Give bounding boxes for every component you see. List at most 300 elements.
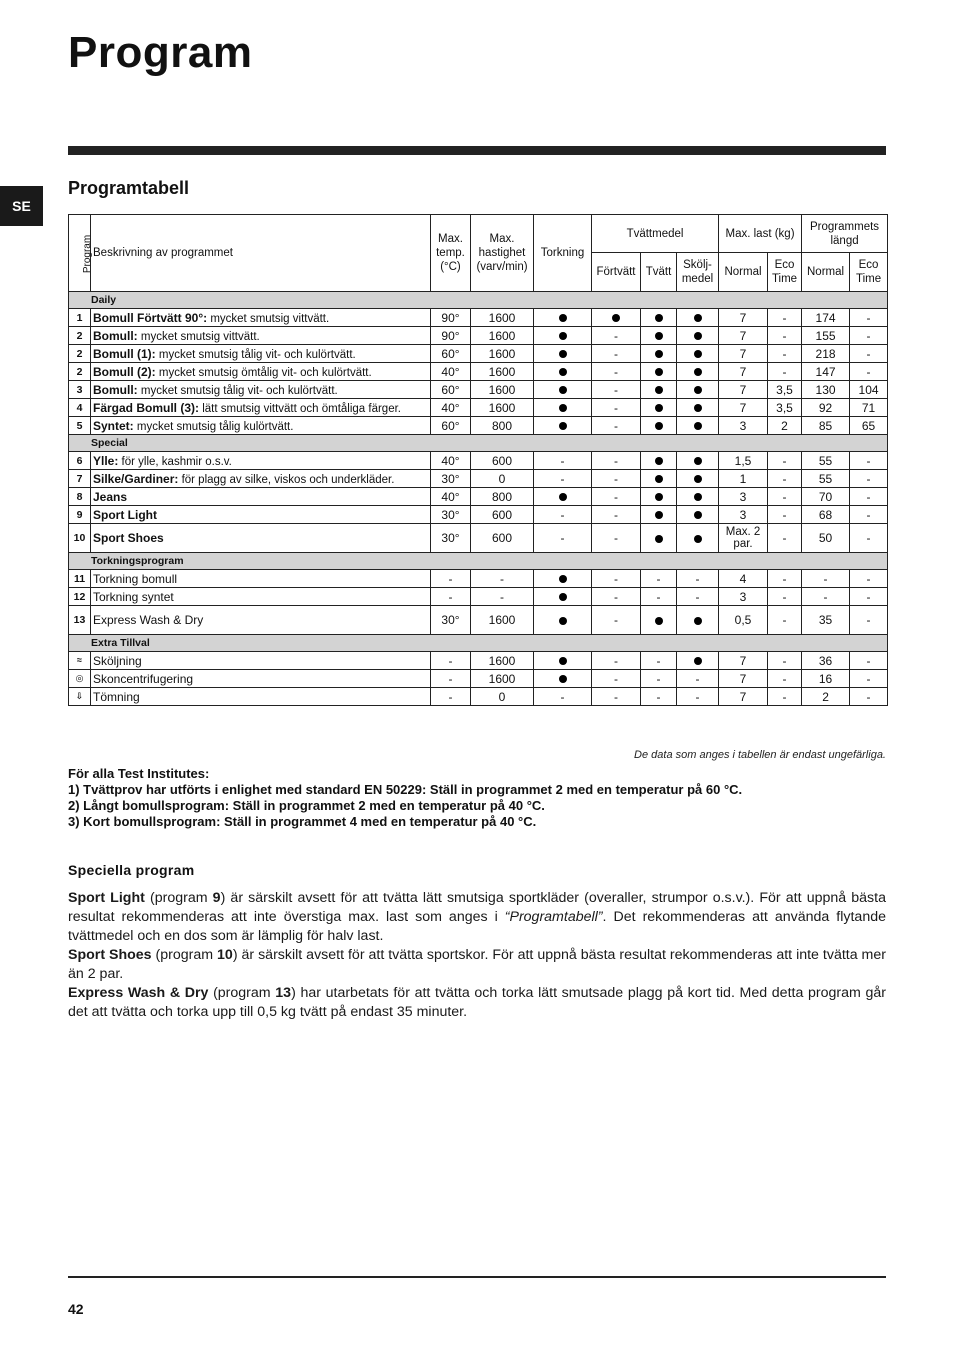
- drying-cell: [534, 488, 592, 506]
- duration-normal-cell: 218: [802, 345, 850, 363]
- table-row: [69, 327, 888, 345]
- rinse-icon-glyph: ≈: [77, 655, 82, 665]
- max-temp-cell: 60°: [431, 345, 471, 363]
- load-normal-cell: 3: [719, 506, 768, 524]
- bullet-dot: [559, 675, 567, 683]
- drying-cell: -: [534, 470, 592, 488]
- wash-cell: [641, 488, 677, 506]
- prewash-cell: -: [592, 688, 641, 706]
- bullet-dot: [694, 511, 702, 519]
- max-speed-cell: 1600: [471, 381, 534, 399]
- prewash-cell: -: [592, 381, 641, 399]
- program-description: [91, 381, 431, 399]
- table-row: [69, 588, 888, 606]
- load-eco-cell: -: [768, 452, 802, 470]
- table-row: [69, 363, 888, 381]
- program-name: Bomull (2):: [93, 364, 156, 379]
- program-description: [91, 688, 431, 706]
- max-speed-cell: 1600: [471, 652, 534, 670]
- bullet-dot: [694, 475, 702, 483]
- header-duration-normal: Normal: [802, 253, 850, 292]
- load-normal-cell: 7: [719, 309, 768, 327]
- program-detail: Tömning: [93, 689, 140, 704]
- duration-normal-cell: 50: [802, 524, 850, 553]
- load-eco-cell: -: [768, 363, 802, 381]
- duration-normal-cell: 55: [802, 452, 850, 470]
- program-detail: mycket smutsig tålig vit- och kulörtvätt.: [155, 348, 356, 361]
- wash-cell: [641, 452, 677, 470]
- approx-note: De data som anges i tabellen är endast ungefärliga.: [634, 749, 886, 761]
- load-normal-cell: 0,5: [719, 606, 768, 635]
- max-temp-cell: -: [431, 570, 471, 588]
- sport-light-paragraph: Sport Light (program 9) är särskilt avsett för att tvätta lätt smutsiga sportkläder (overaller, strumpor o.s.v.). För att uppnå bästa resultat rekommenderas att inte överstiga max. last som anges i “Programtabell”. Det rekommenderas att använda flytande tvättmedel och en dos som är lämplig för halv last.: [68, 890, 886, 944]
- drying-cell: [534, 588, 592, 606]
- rinse-cell: [677, 506, 719, 524]
- rinse-cell: [677, 381, 719, 399]
- bullet-dot: [694, 457, 702, 465]
- duration-eco-cell: -: [850, 606, 888, 635]
- max-temp-cell: -: [431, 652, 471, 670]
- max-temp-cell: 90°: [431, 327, 471, 345]
- load-eco-cell: -: [768, 588, 802, 606]
- wash-cell: [641, 399, 677, 417]
- program-detail: mycket smutsig vittvätt.: [137, 330, 260, 343]
- duration-eco-cell: -: [850, 470, 888, 488]
- duration-eco-cell: -: [850, 670, 888, 688]
- rinse-cell: [677, 417, 719, 435]
- bullet-dot: [559, 350, 567, 358]
- group-row: [69, 435, 888, 452]
- load-normal-cell: 3: [719, 488, 768, 506]
- program-number: 2: [69, 363, 91, 381]
- load-normal-cell: 7: [719, 652, 768, 670]
- program-description: [91, 399, 431, 417]
- bullet-dot: [559, 332, 567, 340]
- program-number: 8: [69, 488, 91, 506]
- drying-cell: [534, 652, 592, 670]
- max-speed-cell: 1600: [471, 309, 534, 327]
- program-table: [68, 214, 888, 706]
- spin-icon: [69, 670, 91, 688]
- load-normal-cell: 1: [719, 470, 768, 488]
- drying-cell: [534, 381, 592, 399]
- header-duration: Programmets längd: [802, 215, 888, 253]
- max-speed-cell: 1600: [471, 606, 534, 635]
- prewash-cell: -: [592, 670, 641, 688]
- header-load-eco: Eco Time: [768, 253, 802, 292]
- program-number: 12: [69, 588, 91, 606]
- bullet-dot: [655, 314, 663, 322]
- prewash-cell: -: [592, 417, 641, 435]
- program-detail: Torkning syntet: [93, 589, 174, 604]
- prewash-cell: -: [592, 606, 641, 635]
- duration-eco-cell: -: [850, 309, 888, 327]
- prewash-cell: -: [592, 470, 641, 488]
- wash-cell: [641, 327, 677, 345]
- program-detail: mycket smutsig ömtålig vit- och kulörtvätt.: [155, 366, 372, 379]
- bullet-dot: [559, 493, 567, 501]
- bullet-dot: [655, 617, 663, 625]
- duration-eco-cell: -: [850, 688, 888, 706]
- duration-eco-cell: -: [850, 588, 888, 606]
- load-normal-cell: 7: [719, 327, 768, 345]
- table-row: [69, 506, 888, 524]
- rinse-icon: [69, 652, 91, 670]
- bullet-dot: [559, 368, 567, 376]
- program-detail: mycket smutsig tålig vit- och kulörtvätt.: [137, 384, 338, 397]
- max-speed-cell: 1600: [471, 363, 534, 381]
- wash-cell: -: [641, 688, 677, 706]
- table-row: [69, 670, 888, 688]
- bottom-divider: [68, 1276, 886, 1278]
- table-row: [69, 309, 888, 327]
- bullet-dot: [694, 657, 702, 665]
- drying-cell: -: [534, 452, 592, 470]
- program-number: 11: [69, 570, 91, 588]
- program-description: [91, 652, 431, 670]
- program-name: Bomull:: [93, 328, 138, 343]
- load-eco-cell: 3,5: [768, 399, 802, 417]
- duration-eco-cell: -: [850, 652, 888, 670]
- program-number: 5: [69, 417, 91, 435]
- table-row: [69, 606, 888, 635]
- max-speed-cell: 1600: [471, 345, 534, 363]
- bullet-dot: [655, 475, 663, 483]
- header-max-speed: Max. hastighet (varv/min): [471, 215, 534, 292]
- program-description: [91, 524, 431, 553]
- prewash-cell: -: [592, 399, 641, 417]
- table-row: [69, 417, 888, 435]
- load-eco-cell: 3,5: [768, 381, 802, 399]
- drying-cell: -: [534, 524, 592, 553]
- rinse-cell: [677, 652, 719, 670]
- test-note-1: 1) Tvättprov har utförts i enlighet med standard EN 50229: Ställ in programmet 2 med en temperatur på 60 °C.: [68, 782, 743, 797]
- group-row: [69, 553, 888, 570]
- table-row: [69, 345, 888, 363]
- rinse-cell: [677, 363, 719, 381]
- load-eco-cell: -: [768, 524, 802, 553]
- load-eco-cell: -: [768, 470, 802, 488]
- load-normal-cell: 7: [719, 688, 768, 706]
- bullet-dot: [694, 314, 702, 322]
- program-description: [91, 488, 431, 506]
- bullet-dot: [694, 332, 702, 340]
- bullet-dot: [655, 535, 663, 543]
- program-description: [91, 452, 431, 470]
- max-temp-cell: 30°: [431, 606, 471, 635]
- duration-eco-cell: -: [850, 363, 888, 381]
- program-description: [91, 670, 431, 688]
- load-eco-cell: -: [768, 309, 802, 327]
- program-detail: för ylle, kashmir o.s.v.: [118, 455, 232, 468]
- bullet-dot: [559, 386, 567, 394]
- bullet-dot: [694, 422, 702, 430]
- load-normal-cell: Max. 2 par.: [719, 524, 768, 553]
- header-detergent: Tvättmedel: [592, 215, 719, 253]
- drying-cell: [534, 309, 592, 327]
- language-tab: SE: [0, 186, 43, 226]
- max-speed-cell: 0: [471, 688, 534, 706]
- wash-cell: [641, 417, 677, 435]
- program-table-body: [69, 292, 888, 706]
- header-duration-eco: Eco Time: [850, 253, 888, 292]
- rinse-cell: [677, 327, 719, 345]
- load-eco-cell: -: [768, 570, 802, 588]
- bullet-dot: [655, 350, 663, 358]
- rinse-cell: -: [677, 588, 719, 606]
- max-temp-cell: 40°: [431, 399, 471, 417]
- program-name: Jeans: [93, 489, 128, 504]
- bullet-dot: [655, 404, 663, 412]
- prewash-cell: -: [592, 345, 641, 363]
- duration-normal-cell: -: [802, 588, 850, 606]
- load-eco-cell: -: [768, 688, 802, 706]
- max-speed-cell: 1600: [471, 670, 534, 688]
- program-description: [91, 606, 431, 635]
- program-description: [91, 570, 431, 588]
- duration-eco-cell: -: [850, 488, 888, 506]
- program-name: Bomull:: [93, 382, 138, 397]
- program-name: Sport Light: [93, 507, 157, 522]
- program-detail: Torkning bomull: [93, 571, 178, 586]
- max-temp-cell: 40°: [431, 452, 471, 470]
- drying-cell: -: [534, 506, 592, 524]
- program-name: Färgad Bomull (3):: [93, 400, 200, 415]
- program-name: Silke/Gardiner:: [93, 471, 179, 486]
- drain-icon: [69, 688, 91, 706]
- duration-normal-cell: 35: [802, 606, 850, 635]
- bullet-dot: [655, 368, 663, 376]
- program-number: 10: [69, 524, 91, 553]
- prewash-cell: -: [592, 588, 641, 606]
- group-label: Torkningsprogram: [69, 553, 888, 570]
- bullet-dot: [694, 404, 702, 412]
- bullet-dot: [559, 404, 567, 412]
- wash-cell: [641, 381, 677, 399]
- group-row: [69, 292, 888, 309]
- header-load-normal: Normal: [719, 253, 768, 292]
- load-eco-cell: -: [768, 506, 802, 524]
- group-label: Daily: [69, 292, 888, 309]
- header-description: Beskrivning av programmet: [91, 215, 431, 292]
- program-number: 2: [69, 327, 91, 345]
- max-temp-cell: 40°: [431, 488, 471, 506]
- duration-normal-cell: 55: [802, 470, 850, 488]
- page-number: 42: [68, 1301, 84, 1317]
- program-description: [91, 417, 431, 435]
- rinse-cell: [677, 470, 719, 488]
- max-speed-cell: 600: [471, 524, 534, 553]
- program-number: 1: [69, 309, 91, 327]
- load-eco-cell: -: [768, 327, 802, 345]
- rinse-cell: -: [677, 670, 719, 688]
- bullet-dot: [655, 493, 663, 501]
- duration-eco-cell: 71: [850, 399, 888, 417]
- header-drying: Torkning: [534, 215, 592, 292]
- header-wash: Tvätt: [641, 253, 677, 292]
- prewash-cell: -: [592, 570, 641, 588]
- duration-eco-cell: 65: [850, 417, 888, 435]
- max-speed-cell: -: [471, 570, 534, 588]
- bullet-dot: [655, 386, 663, 394]
- wash-cell: [641, 524, 677, 553]
- bullet-dot: [694, 617, 702, 625]
- duration-eco-cell: -: [850, 452, 888, 470]
- max-temp-cell: 30°: [431, 506, 471, 524]
- page-title: Program: [68, 28, 253, 77]
- max-temp-cell: 60°: [431, 417, 471, 435]
- program-description: [91, 309, 431, 327]
- bullet-dot: [655, 422, 663, 430]
- drying-cell: [534, 363, 592, 381]
- program-description: [91, 506, 431, 524]
- max-temp-cell: 30°: [431, 524, 471, 553]
- special-programs-heading: Speciella program: [68, 862, 195, 878]
- wash-cell: [641, 309, 677, 327]
- program-detail: mycket smutsig tålig kulörtvätt.: [133, 420, 294, 433]
- program-description: [91, 588, 431, 606]
- load-eco-cell: -: [768, 670, 802, 688]
- program-description: [91, 470, 431, 488]
- rinse-cell: [677, 488, 719, 506]
- duration-normal-cell: 147: [802, 363, 850, 381]
- prewash-cell: -: [592, 327, 641, 345]
- drying-cell: -: [534, 688, 592, 706]
- test-note-3: 3) Kort bomullsprogram: Ställ in programmet 4 med en temperatur på 40 °C.: [68, 814, 537, 829]
- load-normal-cell: 7: [719, 381, 768, 399]
- header-max-load: Max. last (kg): [719, 215, 802, 253]
- table-row: [69, 652, 888, 670]
- program-number: 7: [69, 470, 91, 488]
- program-detail: Skoncentrifugering: [93, 671, 194, 686]
- table-row: [69, 488, 888, 506]
- wash-cell: [641, 363, 677, 381]
- max-temp-cell: 40°: [431, 363, 471, 381]
- prewash-cell: -: [592, 363, 641, 381]
- prewash-cell: -: [592, 452, 641, 470]
- wash-cell: -: [641, 652, 677, 670]
- load-normal-cell: 7: [719, 363, 768, 381]
- prewash-cell: -: [592, 506, 641, 524]
- duration-eco-cell: 104: [850, 381, 888, 399]
- duration-normal-cell: 85: [802, 417, 850, 435]
- prewash-cell: -: [592, 652, 641, 670]
- duration-eco-cell: -: [850, 524, 888, 553]
- prewash-cell: [592, 309, 641, 327]
- program-detail: Express Wash & Dry: [93, 613, 204, 627]
- program-description: [91, 345, 431, 363]
- max-speed-cell: 1600: [471, 327, 534, 345]
- max-speed-cell: 600: [471, 506, 534, 524]
- program-number: 6: [69, 452, 91, 470]
- rinse-cell: [677, 452, 719, 470]
- special-programs-text: [68, 889, 886, 1022]
- group-row: [69, 635, 888, 652]
- load-eco-cell: -: [768, 488, 802, 506]
- top-divider: [68, 146, 886, 155]
- header-prewash: Förtvätt: [592, 253, 641, 292]
- group-label: Special: [69, 435, 888, 452]
- max-speed-cell: 800: [471, 417, 534, 435]
- rinse-cell: -: [677, 570, 719, 588]
- duration-eco-cell: -: [850, 327, 888, 345]
- bullet-dot: [559, 422, 567, 430]
- program-number: 9: [69, 506, 91, 524]
- drying-cell: [534, 345, 592, 363]
- max-speed-cell: -: [471, 588, 534, 606]
- bullet-dot: [694, 493, 702, 501]
- program-detail: för plagg av silke, viskos och underkläder.: [178, 473, 395, 486]
- load-normal-cell: 4: [719, 570, 768, 588]
- max-speed-cell: 800: [471, 488, 534, 506]
- duration-normal-cell: -: [802, 570, 850, 588]
- max-temp-cell: -: [431, 588, 471, 606]
- wash-cell: -: [641, 570, 677, 588]
- bullet-dot: [694, 535, 702, 543]
- duration-normal-cell: 155: [802, 327, 850, 345]
- load-normal-cell: 3: [719, 588, 768, 606]
- program-number: 3: [69, 381, 91, 399]
- max-temp-cell: -: [431, 670, 471, 688]
- duration-eco-cell: -: [850, 570, 888, 588]
- duration-normal-cell: 174: [802, 309, 850, 327]
- program-number: 13: [69, 606, 91, 635]
- wash-cell: [641, 345, 677, 363]
- table-row: [69, 524, 888, 553]
- table-row: [69, 452, 888, 470]
- program-name: Syntet:: [93, 418, 134, 433]
- wash-cell: [641, 470, 677, 488]
- drying-cell: [534, 327, 592, 345]
- load-normal-cell: 1,5: [719, 452, 768, 470]
- load-eco-cell: -: [768, 652, 802, 670]
- table-row: [69, 570, 888, 588]
- table-row: [69, 688, 888, 706]
- program-detail: lätt smutsig vittvätt och ömtåliga färger.: [199, 402, 401, 415]
- rinse-cell: [677, 606, 719, 635]
- group-label: Extra Tillval: [69, 635, 888, 652]
- bullet-dot: [694, 368, 702, 376]
- spin-icon-glyph: ◎: [75, 673, 84, 683]
- bullet-dot: [559, 314, 567, 322]
- header-program: Program: [69, 215, 91, 292]
- duration-normal-cell: 70: [802, 488, 850, 506]
- program-detail: mycket smutsig vittvätt.: [207, 312, 330, 325]
- drying-cell: [534, 570, 592, 588]
- max-temp-cell: 60°: [431, 381, 471, 399]
- wash-cell: -: [641, 670, 677, 688]
- duration-normal-cell: 68: [802, 506, 850, 524]
- load-normal-cell: 7: [719, 345, 768, 363]
- wash-cell: -: [641, 588, 677, 606]
- program-name: Bomull (1):: [93, 346, 156, 361]
- bullet-dot: [612, 314, 620, 322]
- max-temp-cell: 90°: [431, 309, 471, 327]
- express-wash-paragraph: Express Wash & Dry (program 13) har utarbetats för att tvätta och torka lätt smutsade plagg på kort tid. Med detta program går det att tvätta och torka upp till 0,5 kg tvätt på endast 35 minuter.: [68, 985, 886, 1020]
- bullet-dot: [655, 511, 663, 519]
- rinse-cell: -: [677, 688, 719, 706]
- rinse-cell: [677, 309, 719, 327]
- drain-icon-glyph: ⇩: [75, 691, 84, 701]
- max-speed-cell: 0: [471, 470, 534, 488]
- drying-cell: [534, 417, 592, 435]
- load-normal-cell: 7: [719, 399, 768, 417]
- program-name: Bomull Förtvätt 90°:: [93, 310, 208, 325]
- bullet-dot: [694, 386, 702, 394]
- bullet-dot: [559, 657, 567, 665]
- rinse-cell: [677, 345, 719, 363]
- bullet-dot: [559, 593, 567, 601]
